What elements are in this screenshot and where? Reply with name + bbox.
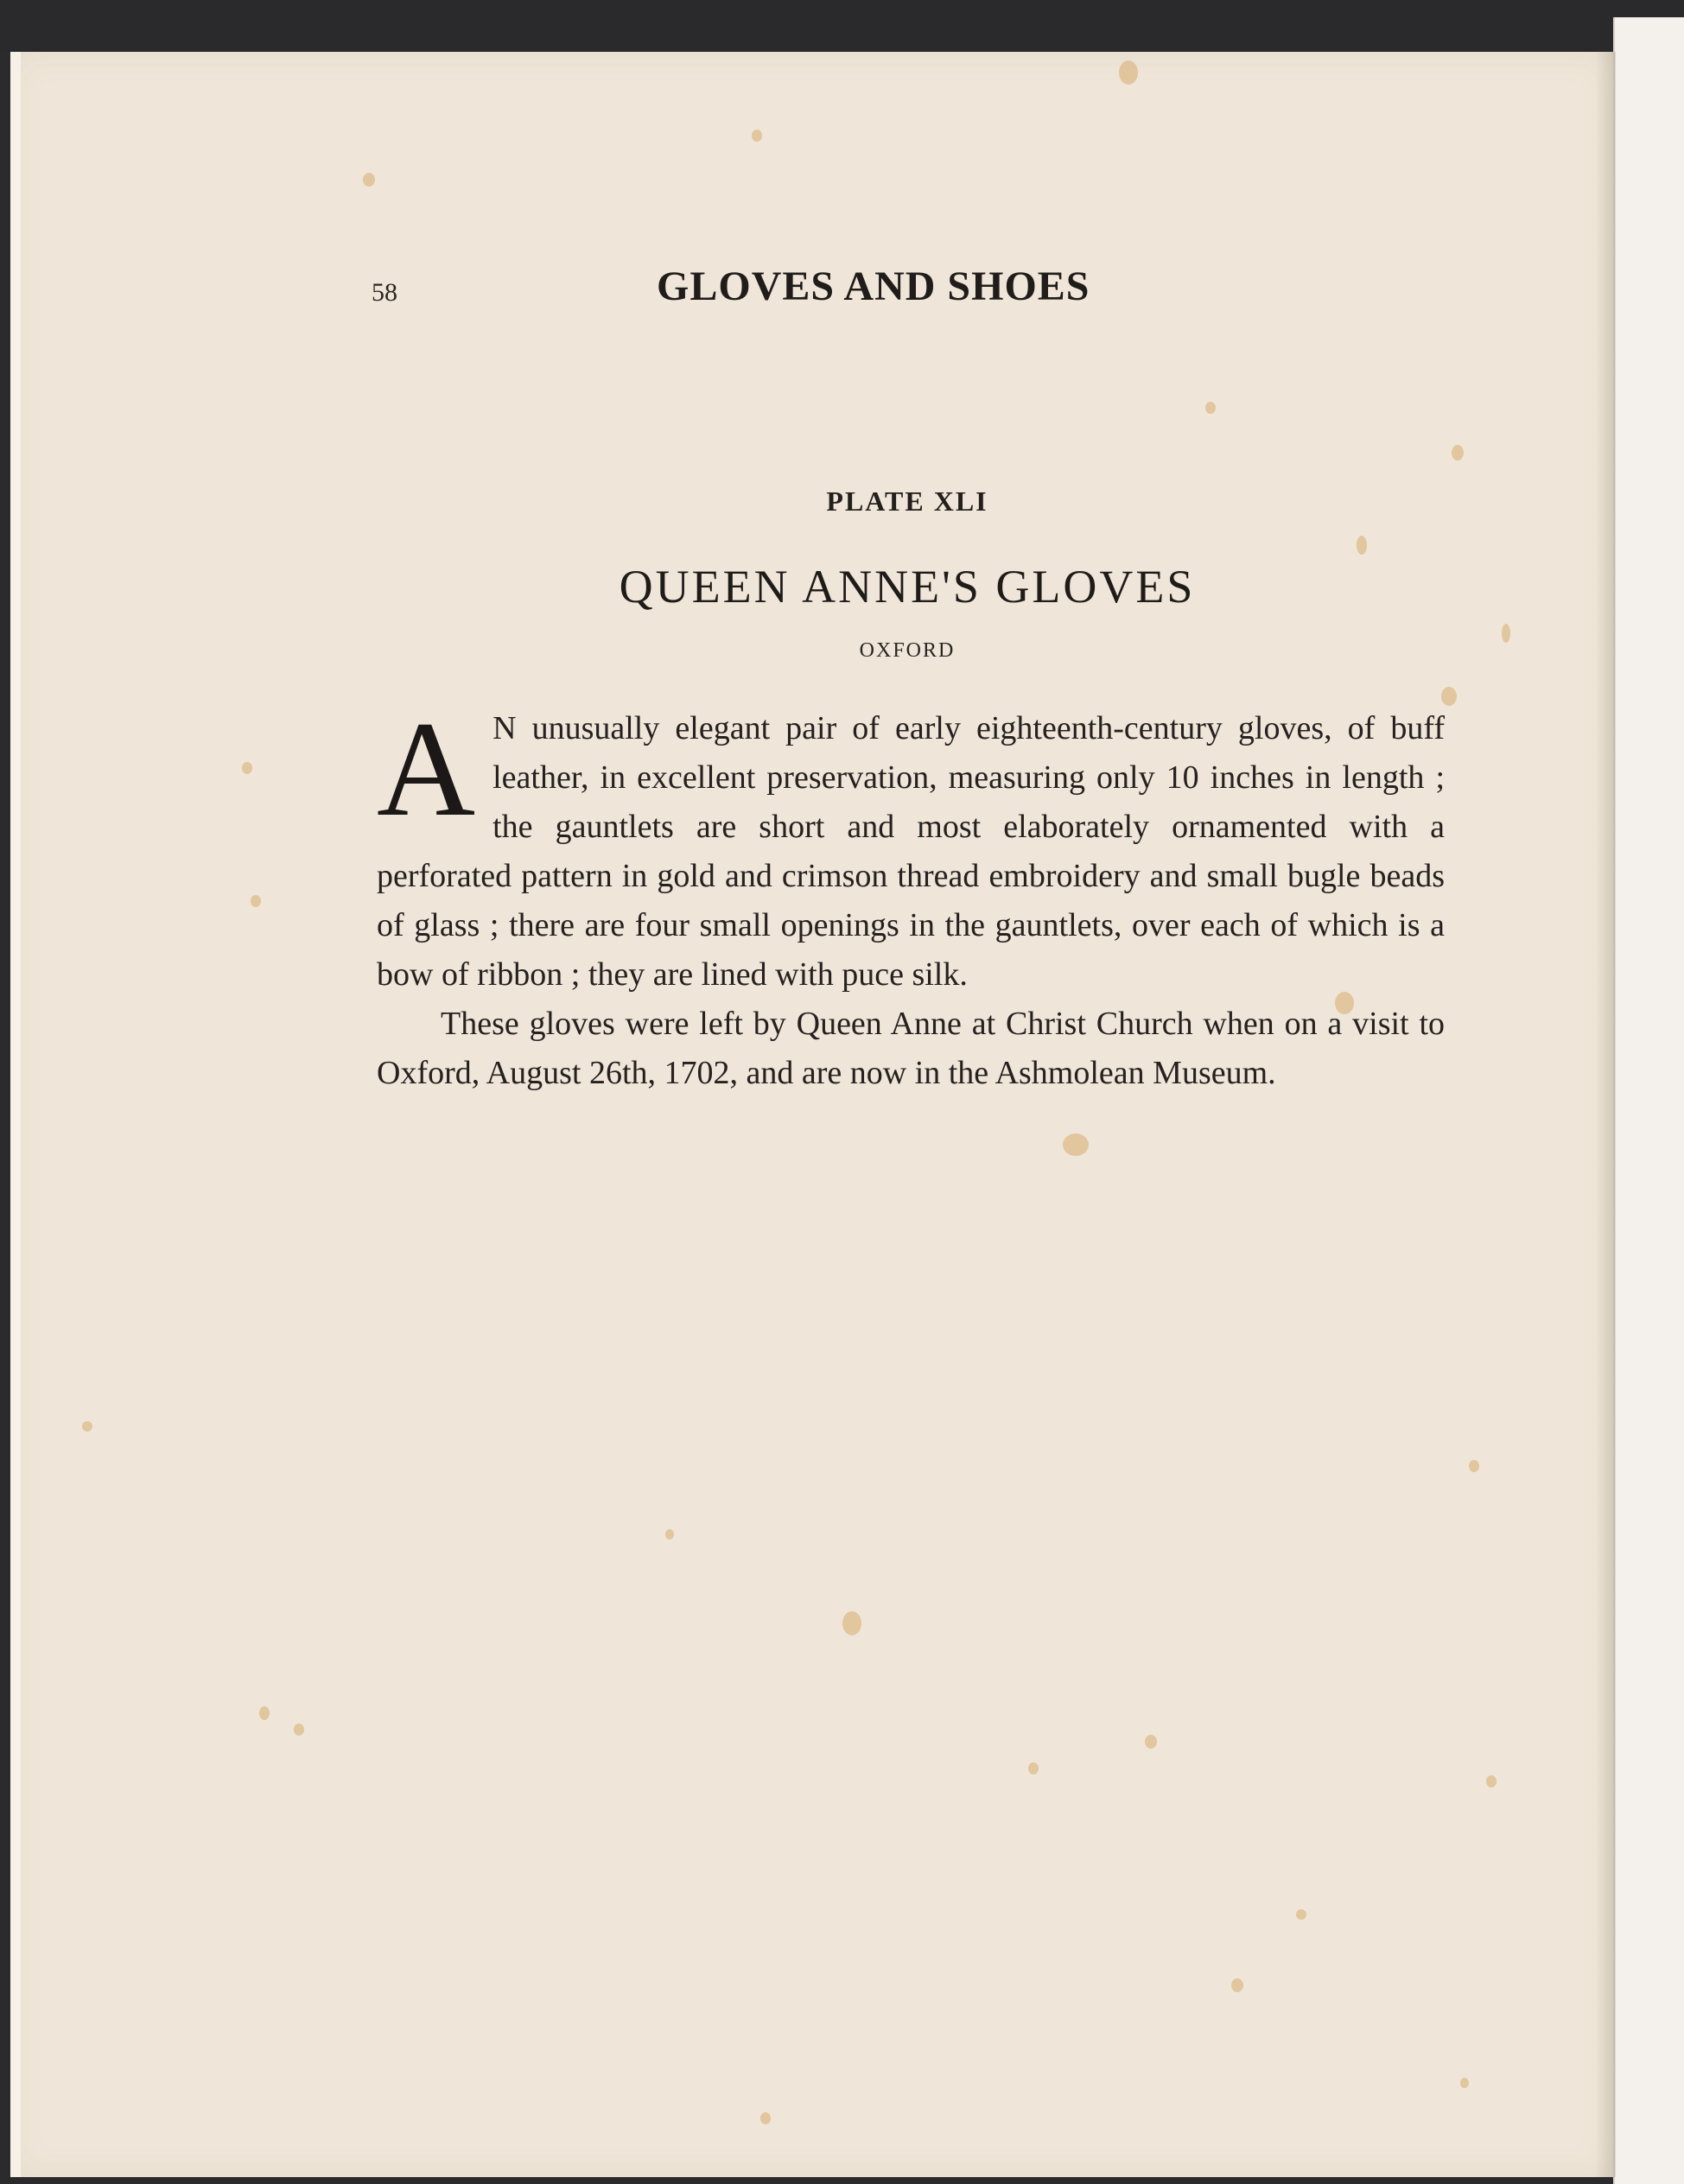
foxing-spot bbox=[259, 1706, 270, 1720]
foxing-spot bbox=[294, 1724, 304, 1736]
foxing-spot bbox=[1028, 1762, 1039, 1774]
foxing-spot bbox=[1231, 1978, 1243, 1992]
foxing-spot bbox=[1357, 536, 1367, 555]
foxing-spot bbox=[82, 1421, 92, 1432]
scan-background bbox=[0, 0, 1684, 52]
foxing-spot bbox=[1460, 2078, 1469, 2088]
foxing-spot bbox=[842, 1611, 861, 1635]
foxing-spot bbox=[1063, 1133, 1089, 1156]
foxing-spot bbox=[1486, 1775, 1497, 1787]
foxing-spot bbox=[242, 762, 252, 774]
paragraph-1: N unusually elegant pair of early eighteenth-century gloves, of buff leather, in excellent preservation, measuring only 10 inches in length ; the gauntlets are short and most elaborately ornamented with a perforated pattern in gold and crimson thread embroidery and small bugle beads of glass ; there are four small openings in the gauntlets, over each of which is a bow of ribbon ; they are lined with puce silk. bbox=[377, 710, 1445, 993]
foxing-spot bbox=[1441, 687, 1457, 706]
foxing-spot bbox=[363, 173, 375, 187]
foxing-spot bbox=[665, 1529, 674, 1540]
paragraph-2: These gloves were left by Queen Anne at Christ Church when on a visit to Oxford, August 26th, 1702, and are now in the Ashmolean Museum. bbox=[377, 1006, 1445, 1091]
running-head: GLOVES AND SHOES bbox=[657, 263, 1090, 309]
page-edge-highlight bbox=[10, 52, 21, 2177]
drop-cap: A bbox=[377, 694, 476, 845]
foxing-spot bbox=[1452, 445, 1464, 460]
body-text bbox=[377, 694, 1445, 1098]
foxing-spot bbox=[1205, 402, 1216, 414]
foxing-spot bbox=[251, 895, 261, 907]
spine-shadow bbox=[1595, 52, 1616, 2177]
plate-title: QUEEN ANNE'S GLOVES bbox=[619, 561, 1196, 613]
foxing-spot bbox=[1469, 1460, 1479, 1472]
adjacent-page-edge bbox=[1613, 17, 1684, 2184]
foxing-spot bbox=[1296, 1909, 1306, 1920]
foxing-spot bbox=[760, 2112, 771, 2124]
page-number: 58 bbox=[372, 278, 397, 307]
foxing-spot bbox=[1119, 60, 1138, 85]
plate-location: OXFORD bbox=[859, 639, 956, 662]
foxing-spot bbox=[752, 130, 762, 142]
plate-number: PLATE XLI bbox=[826, 486, 988, 517]
book-page bbox=[10, 52, 1613, 2177]
foxing-spot bbox=[1145, 1735, 1157, 1749]
